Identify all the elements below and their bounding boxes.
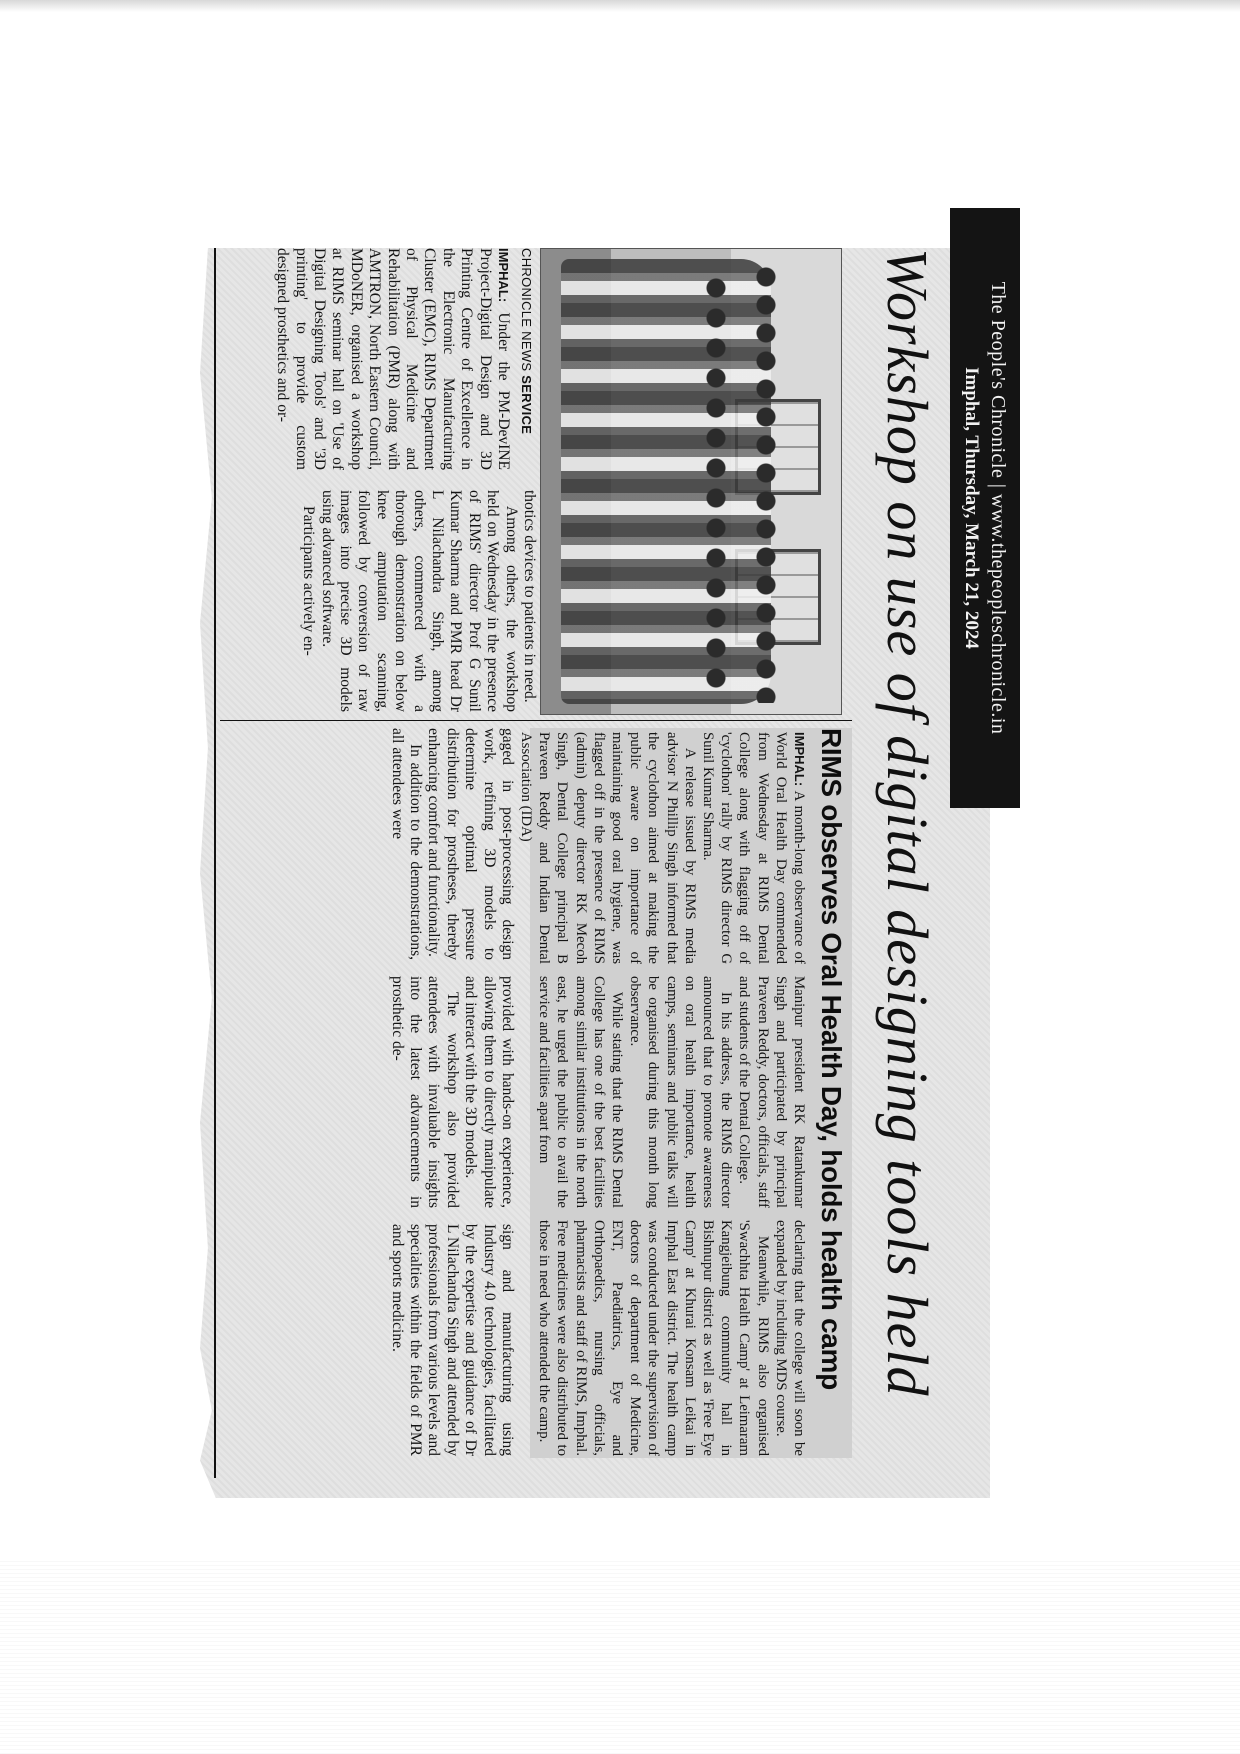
scan-noise-bottom	[0, 1560, 1240, 1754]
workshop-paragraph: gaged in post-processing design work, refining 3D models to determine optimal pressure distribution for prostheses, thereby enhancing comfort and functionality.	[425, 728, 516, 960]
workshop-paragraph: provided with hands-on experience, allowing them to directly manipulate and interact with the 3D models.	[462, 976, 516, 1208]
group-photo	[540, 248, 842, 715]
workshop-paragraph: The workshop also provided attendees with invaluable insights into the latest advancements in prosthetic de-	[388, 976, 461, 1208]
credit-suffix: SERVICE	[519, 375, 534, 435]
bottom-rule	[214, 248, 216, 1478]
publication-dateline: Imphal, Thursday, March 21, 2024	[961, 367, 983, 649]
rims-paragraph: A release issued by RIMS media advisor N Phillip Singh informed that the cyclothon aimed at making the public aware on importance of maintaining good oral hygiene, was flagged off in the presence of RIMS (admin) deputy director RK Mecoh Singh, Dental College principal B Praveen Reddy and Indian Dental Association (IDA)	[517, 732, 698, 964]
workshop-dateline: IMPHAL:	[496, 248, 511, 303]
workshop-paragraph: thotics devices to patients in need.	[521, 490, 538, 703]
workshop-paragraph: Among others, the workshop held on Wednesday in the presence of RIMS' director Prof G Sunil Kumar Sharma and PMR head Dr L Nilachandra Singh, among others, commenced with a thorough demonstration on below knee amputation scanning, followed by conversion of raw images into precise 3D models using advanced software.	[318, 490, 520, 712]
newspaper-clipping	[200, 208, 1020, 1498]
workshop-paragraph: In addition to the demonstrations, all attendees were	[388, 728, 424, 960]
credit-prefix: CHRONICLE NEWS	[519, 248, 534, 376]
workshop-headline: Workshop on use of digital designing tools held	[875, 248, 940, 1397]
rims-paragraph: Meanwhile, RIMS also organised 'Swachhta Health Camp' at Leimaram Kangjeibung community hall in Bishnupur district as well as 'Free Eye Camp' at Khurai Konsam Leikai in Imphal East district. The health camp was conducted under the supervision of doctors of department of Medicine, ENT, Paediatrics, Eye and Orthopaedics, nursing officials, pharmacists and staff of RIMS, Imphal. Free medicines were also distributed to those in need who attended the camp.	[536, 1220, 771, 1456]
rims-paragraph: In his address, the RIMS director announced that to promote awareness on oral health importance, health camps, seminars and public talks will be organised during this month long observance.	[627, 976, 735, 1208]
masthead	[950, 208, 1020, 808]
workshop-column-4	[220, 976, 516, 1208]
workshop-paragraph	[273, 248, 512, 470]
rims-paragraph: declaring that the college will soon be expanded by including MDS course.	[772, 1220, 807, 1456]
publication-website: www.thepeopleschronicle.in	[987, 493, 1010, 735]
workshop-column-3	[220, 728, 516, 960]
workshop-paragraph: sign and manufacturing using Industry 4.0 technologies, facilitated by the expertise and guidance of Dr L Nilachandra Singh and attended by professionals from various levels and specialties within the fields of PMR and sports medicine.	[388, 1224, 516, 1456]
rims-paragraph: Manipur president RK Ratankumar Singh and participated by principal Praveen Reddy, doctors, officials, staff and students of the Dental College.	[736, 976, 807, 1208]
rims-paragraph	[699, 732, 808, 964]
photo-heads-back-row	[746, 263, 786, 703]
masthead-publication-line	[987, 282, 1010, 735]
workshop-column-5	[220, 1224, 516, 1456]
publication-name: The People's Chronicle	[987, 281, 1010, 479]
photo-heads-front-row	[696, 273, 736, 693]
clipping-content-rotated	[200, 208, 1020, 1498]
rims-headline: RIMS observes Oral Health Day, holds health camp	[816, 728, 847, 1390]
scan-edge-top	[0, 0, 1240, 12]
rims-column-1	[517, 732, 808, 964]
workshop-column-1	[220, 248, 512, 470]
rims-dateline: IMPHAL:	[792, 732, 807, 787]
rims-paragraph: While stating that the RIMS Dental College has one of the best facilities among similar institutions in the north east, he urged the public to avail the service and facilities apart from	[536, 976, 625, 1208]
masthead-separator: |	[987, 483, 1010, 494]
photo-group-people	[561, 259, 771, 704]
workshop-column-2	[220, 490, 538, 712]
rims-column-2	[536, 976, 808, 1208]
rims-column-3	[536, 1220, 808, 1456]
column-divider	[220, 720, 852, 721]
workshop-col1-text: Under the PM-DevINE Project-Digital Design and 3D Printing Centre of Excellence in the Electronic Manufacturing Cluster (EMC), RIMS Department of Physical Medicine and Rehabilitation (PMR) along with AMTRON, North Eastern Council, MDoNER, organised a workshop at RIMS seminar hall on 'Use of Digital Designing Tools' and '3D printing' to provide custom designed prosthetics and or-	[274, 248, 512, 470]
rims-col1-text: A month-long observance of World Oral Health Day commended from Wednesday at RIMS Dental College along with flagging off of 'cyclothon' rally by RIMS director G Sunil Kumar Sharma.	[699, 732, 807, 964]
workshop-paragraph: Participants actively en-	[300, 506, 318, 656]
